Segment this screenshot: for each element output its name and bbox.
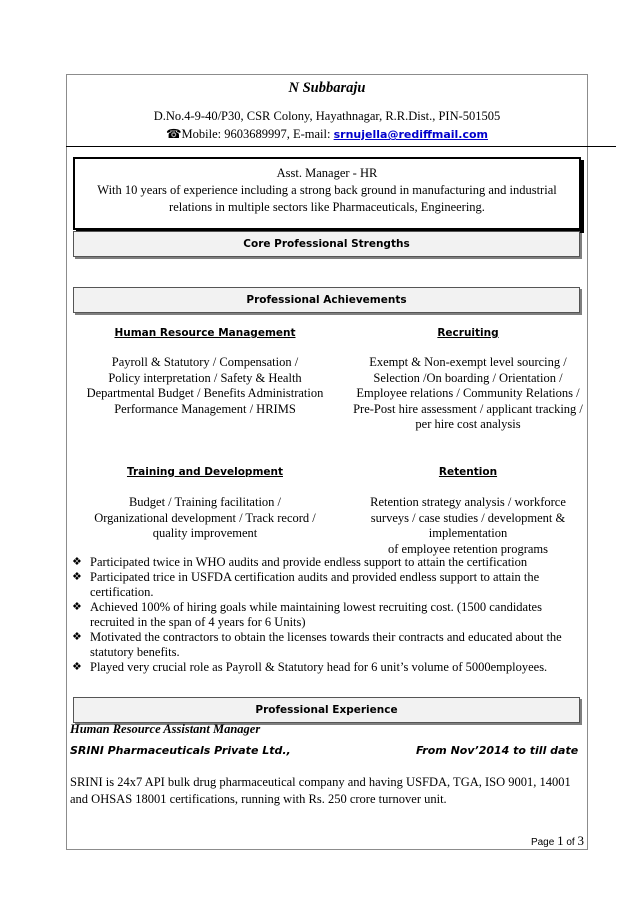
recruiting-title: Recruiting	[437, 327, 499, 339]
retention-list	[356, 495, 580, 557]
retention-title: Retention	[438, 466, 498, 478]
recruiting-line: per hire cost analysis	[415, 417, 521, 431]
page-number	[531, 833, 584, 849]
job-title: Human Resource Assistant Manager	[70, 722, 261, 736]
retention-line: implementation	[428, 526, 508, 540]
diamond-bullet-icon: ❖	[72, 631, 82, 643]
summary-text: With 10 years of experience including a strong back ground in manufacturing and industrial relations in multiple sectors like Pharmaceuticals, Engineering.	[97, 183, 557, 214]
company-name: SRINI Pharmaceuticals Private Ltd.,	[70, 744, 291, 757]
achievement-text: Participated trice in USFDA certification audits and provided endless support to attain the certification.	[90, 570, 540, 599]
achievement-text: Played very crucial role as Payroll & Statutory head for 6 unit’s volume of 5000employees.	[90, 660, 548, 674]
achievement-text: Achieved 100% of hiring goals while maintaining lowest recruiting cost. (1500 candidates recruited in the span of 4 years for 6 Units)	[90, 600, 542, 629]
hrm-list	[70, 355, 340, 417]
diamond-bullet-icon: ❖	[72, 601, 82, 613]
experience-heading: Professional Experience	[73, 697, 580, 723]
training-title: Training and Development	[126, 466, 283, 478]
hrm-line: Departmental Budget / Benefits Administration	[86, 386, 324, 400]
training-list	[70, 495, 340, 542]
email-link[interactable]: srnujella@rediffmail.com	[333, 128, 489, 141]
achievements-list	[72, 555, 582, 675]
list-item	[72, 570, 582, 600]
retention-line: Retention strategy analysis / workforce	[370, 495, 566, 509]
company-description: SRINI is 24x7 API bulk drug pharmaceutical company and having USFDA, TGA, ISO 9001, 14001 and OHSAS 18001 certifications, running with Rs. 250 crore turnover unit.	[70, 775, 571, 806]
training-line: quality improvement	[152, 526, 258, 540]
hrm-line: Policy interpretation / Safety & Health	[108, 370, 302, 385]
contact-line	[66, 126, 588, 142]
achievements-heading: Professional Achievements	[73, 287, 580, 313]
retention-line: surveys / case studies / development &	[370, 510, 566, 525]
employment-dates: From Nov’2014 to till date	[416, 744, 579, 757]
list-item	[72, 630, 582, 660]
hrm-line: Payroll & Statutory / Compensation /	[111, 355, 299, 369]
achievement-text: Motivated the contractors to obtain the licenses towards their contracts and educated about the statutory benefits.	[90, 630, 562, 659]
achievement-text: Participated twice in WHO audits and provide endless support to attain the certification	[90, 555, 528, 569]
page-label: Page	[530, 837, 558, 848]
recruiting-line: Pre-Post hire assessment / applicant tracking /	[353, 401, 583, 416]
diamond-bullet-icon: ❖	[72, 571, 82, 583]
page-current: 1	[557, 833, 564, 848]
diamond-bullet-icon: ❖	[72, 661, 82, 673]
hrm-title: Human Resource Management	[114, 327, 296, 339]
candidate-name: N Subbaraju	[288, 80, 366, 96]
list-item	[72, 555, 582, 570]
telephone-icon: ☎	[165, 127, 182, 141]
mobile-text: Mobile: 9603689997, E-mail:	[181, 127, 334, 141]
training-line: Organizational development / Track record /	[94, 510, 316, 525]
recruiting-line: Selection /On boarding / Orientation /	[373, 370, 563, 385]
page-of: of	[563, 837, 578, 848]
summary-box	[73, 157, 581, 230]
list-item	[72, 600, 582, 630]
training-line: Budget / Training facilitation /	[128, 495, 282, 509]
header-divider	[66, 146, 616, 147]
recruiting-line: Employee relations / Community Relations /	[356, 386, 580, 400]
hrm-line: Performance Management / HRIMS	[114, 401, 296, 416]
address: D.No.4-9-40/P30, CSR Colony, Hayathnagar, R.R.Dist., PIN-501505	[153, 109, 501, 123]
diamond-bullet-icon: ❖	[72, 556, 82, 568]
retention-line: of employee retention programs	[387, 541, 549, 556]
list-item	[72, 660, 582, 675]
summary-title: Asst. Manager - HR	[276, 166, 378, 180]
recruiting-line: Exempt & Non-exempt level sourcing /	[369, 355, 567, 369]
core-strengths-heading: Core Professional Strengths	[73, 231, 580, 257]
recruiting-list	[346, 355, 590, 433]
page-total: 3	[577, 833, 584, 848]
